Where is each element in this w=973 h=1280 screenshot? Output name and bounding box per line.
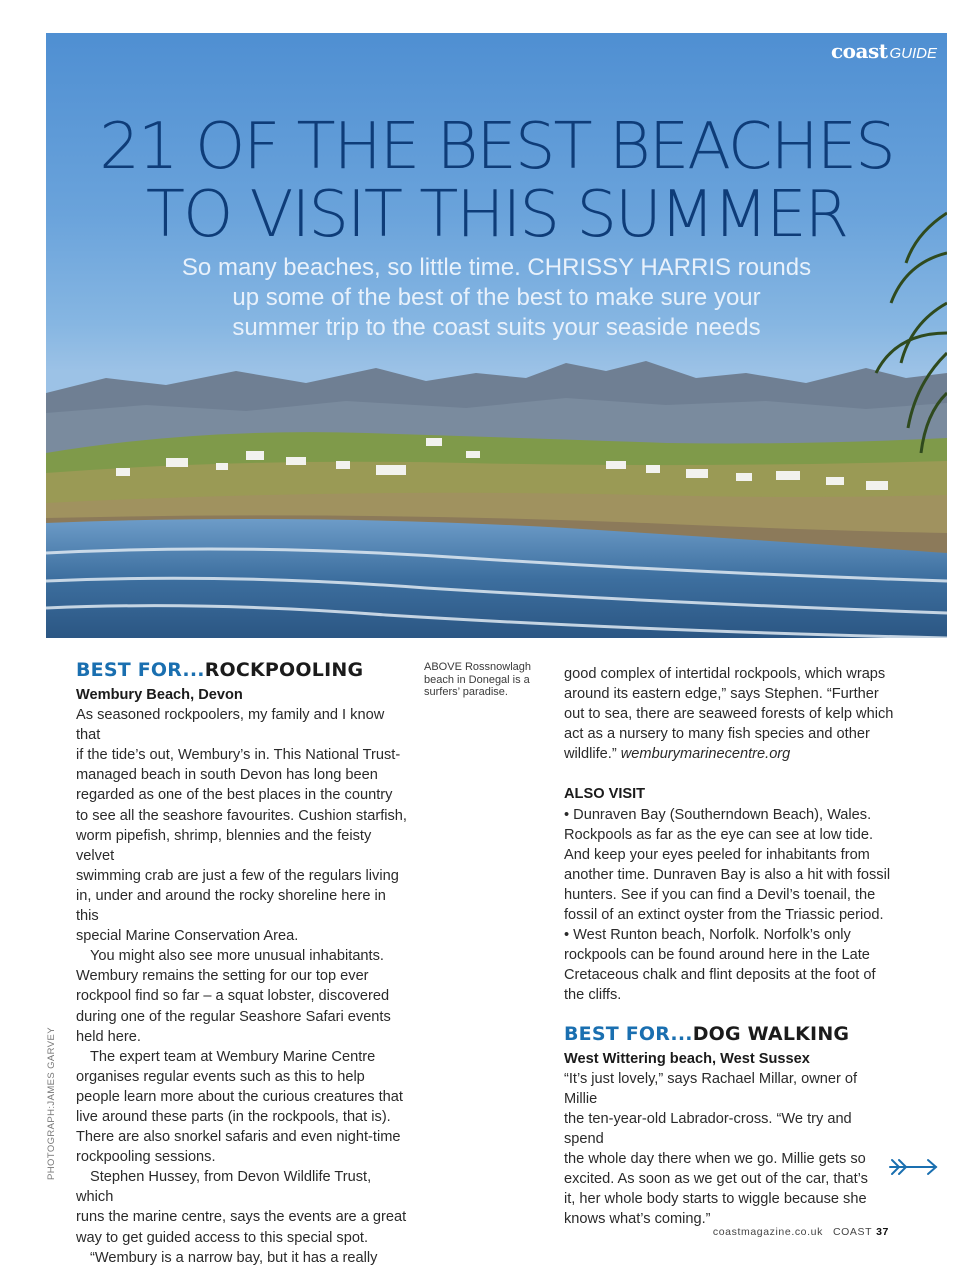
also-visit-heading: ALSO VISIT <box>564 786 646 803</box>
column-2 <box>564 664 894 1229</box>
double-arrow-right-icon <box>888 1155 940 1179</box>
hero-photo <box>46 33 947 638</box>
brand-section: GUIDE <box>889 45 937 62</box>
paragraph: Stephen Hussey, from Devon Wildlife Trust, which runs the marine centre, says the events are a great way to get guided access to this special spot. <box>76 1169 407 1246</box>
beach-location: Wembury Beach, Devon <box>76 687 243 703</box>
paragraph: “It’s just lovely,” says Rachael Millar, owner of Millie the ten-year-old Labrador-cross. “We try and spend the whole day there when we go. Millie gets so excited. As soon as we get out of the car, that’s it, her whole body starts to wiggle because she knows what’s coming.” <box>564 1070 868 1228</box>
beach-location: West Wittering beach, West Sussex <box>564 1050 810 1067</box>
also-visit-item: • West Runton beach, Norfolk. Norfolk’s only rockpools can be found around here in the Late Cretaceous chalk and flint deposits at the foot of the cliffs. <box>564 927 876 1004</box>
paragraph: You might also see more unusual inhabitants. Wembury remains the setting for our top ever rockpool find so far – a squat lobster, discovered during one of the regular Seashore Safari events held here. <box>76 948 391 1045</box>
paragraph-text: good complex of intertidal rockpools, which wraps around its eastern edge,” says Stephen. “Further out to sea, there are seaweed forests of kelp which act as a nursery to many fish species and other wildlife.” <box>564 666 894 763</box>
photo-caption: ABOVE Rossnowlagh beach in Donegal is a surfers’ paradise. <box>424 661 531 698</box>
magazine-name: COAST <box>832 1226 873 1238</box>
page-number: 37 <box>876 1226 889 1238</box>
section-heading-prefix: BEST FOR... <box>76 659 205 681</box>
page-title: 21 OF THE BEST BEACHES TO VISIT THIS SUMMER <box>99 110 894 252</box>
column-1 <box>76 658 411 1268</box>
paragraph: The expert team at Wembury Marine Centre organises regular events such as this to help people learn more about the curious creatures that live around these parts (in the rockpools, that is). There are also snorkel safaris and even night-time rockpooling sessions. <box>76 1048 403 1166</box>
section-heading-dog-walking <box>564 1022 894 1046</box>
paragraph: “Wembury is a narrow bay, but it has a really <box>90 1249 378 1266</box>
brand-name: coast <box>831 39 888 63</box>
also-visit-item: • Dunraven Bay (Southerndown Beach), Wales. Rockpools as far as the eye can see at low tide. And keep your eyes peeled for inhabitants from another time. Dunraven Bay is also a hit with fossil hunters. See if you can find a Devil’s toenail, the fossil of an extinct oyster from the Triassic period. <box>564 806 891 924</box>
website-url: coastmagazine.co.uk <box>712 1226 823 1238</box>
section-heading-prefix: BEST FOR... <box>564 1022 693 1045</box>
standfirst: So many beaches, so little time. CHRISSY HARRIS rounds up some of the best of the best to make sure your summer trip to the coast suits your seaside needs <box>181 254 812 341</box>
website-link[interactable]: wemburymarinecentre.org <box>620 746 791 763</box>
section-heading-rockpooling <box>76 658 411 682</box>
photo-credit: PHOTOGRAPH:JAMES GARVEY <box>46 1027 57 1180</box>
brand-logo <box>831 39 937 64</box>
paragraph <box>564 664 894 764</box>
section-heading-topic: DOG WALKING <box>692 1022 850 1045</box>
paragraph: As seasoned rockpoolers, my family and I know that if the tide’s out, Wembury’s in. This National Trust- managed beach in south Devon has long been regarded as one of the best places in the country to see all the seashore favourites. Cushion starfish, worm pipefish, shrimp, blennies and the feisty velvet swimming crab are just a few of the regulars living in, under and around the rocky shoreline here in this special Marine Conservation Area. <box>76 707 407 945</box>
section-heading-topic: ROCKPOOLING <box>204 659 364 681</box>
page-footer <box>713 1226 889 1238</box>
